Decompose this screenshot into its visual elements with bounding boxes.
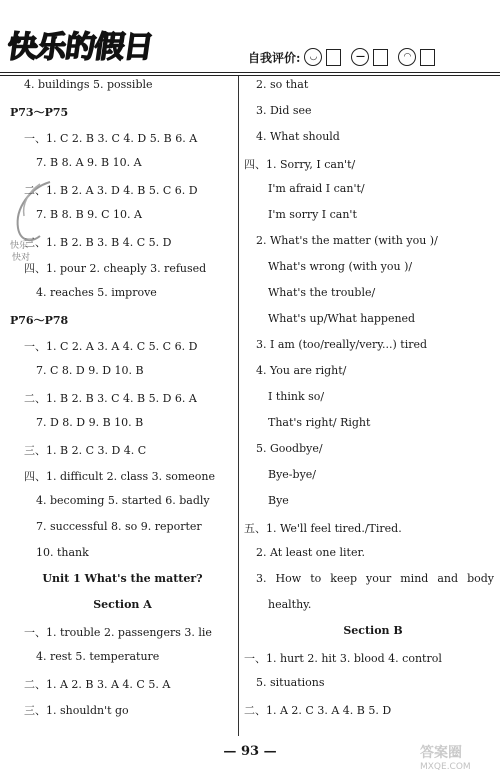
answer-line: 2. so that [256,78,309,91]
answer-line: That's right/ Right [268,416,371,429]
answer-line: 三、1. shouldn't go [24,704,129,717]
answer-line: 7. B 8. B 9. C 10. A [36,208,142,221]
answer-line: 一、1. hurt 2. hit 3. blood 4. control [244,652,442,665]
page-number: — 93 — [223,744,277,759]
answer-line: 4. rest 5. temperature [36,650,160,663]
happy-face-icon: ◡ [304,48,322,66]
page-range-heading: P76～P78 [10,314,69,327]
answer-line: 四、1. difficult 2. class 3. someone [24,470,215,483]
answer-line: What's the trouble/ [268,286,376,299]
stamp-text-2: 快对 [12,253,31,263]
sad-face-icon: ◠ [398,48,416,66]
answer-line: 五、1. We'll feel tired./Tired. [244,522,402,535]
answer-line: What's wrong (with you )/ [268,260,413,273]
watermark-logo [420,742,494,772]
answer-line: Bye [268,494,289,507]
answer-line: I'm afraid I can't/ [268,182,365,195]
answer-line: 4. What should [256,130,340,143]
answer-line: 2. What's the matter (with you )/ [256,234,438,247]
answer-line: 二、1. A 2. B 3. A 4. C 5. A [24,678,171,691]
answer-line: 7. successful 8. so 9. reporter [36,520,202,533]
answer-line: I think so/ [268,390,325,403]
header-rule [0,72,500,73]
answer-line: 二、1. B 2. A 3. D 4. B 5. C 6. D [24,184,198,197]
answer-line: 四、1. pour 2. cheaply 3. refused [24,262,207,275]
answer-line: 3. I am (too/really/very...) tired [256,338,428,351]
answer-line: 4. You are right/ [256,364,347,377]
answer-line: 4. becoming 5. started 6. badly [36,494,210,507]
answer-line: 三、1. B 2. C 3. D 4. C [24,444,147,457]
watermark-text: 答案圈 [420,745,462,761]
book-logo: 快乐的假日 [5,30,155,65]
answer-line: 4. reaches 5. improve [36,286,157,299]
answer-line: 二、1. B 2. B 3. C 4. B 5. D 6. A [24,392,197,405]
answer-line: 4. buildings 5. possible [24,78,153,91]
answer-line: 7. C 8. D 9. D 10. B [36,364,144,377]
checkbox-happy[interactable] [326,49,341,66]
section-heading: Section A [93,598,152,611]
checkbox-sad[interactable] [420,49,435,66]
answer-line: 7. B 8. A 9. B 10. A [36,156,142,169]
checkbox-neutral[interactable] [373,49,388,66]
watermark-url: MXQE.COM [420,762,471,772]
header-rule-thin [0,75,500,76]
answer-line: 5. Goodbye/ [256,442,323,455]
answer-line: 二、1. A 2. C 3. A 4. B 5. D [244,704,392,717]
answer-line: 5. situations [256,676,325,689]
answer-line: Bye-bye/ [268,468,316,481]
unit-heading: Unit 1 What's the matter? [42,572,203,585]
answer-line: 四、1. Sorry, I can't/ [244,158,356,171]
answer-line: 10. thank [36,546,89,559]
page-range-heading: P73～P75 [10,106,69,119]
stamp-text-1: 快乐 [10,241,29,251]
neutral-face-icon: — [351,48,369,66]
answer-line: 三、1. B 2. B 3. B 4. C 5. D [24,236,172,249]
section-heading: Section B [343,624,403,637]
self-evaluation-label: 自我评价: [248,50,301,65]
answer-line: 一、1. C 2. B 3. C 4. D 5. B 6. A [24,132,198,145]
answer-line: I'm sorry I can't [268,208,357,221]
answer-line: 一、1. C 2. A 3. A 4. C 5. C 6. D [24,340,198,353]
answer-line: 3. How to keep your mind and body [256,572,494,585]
answer-line: 3. Did see [256,104,312,117]
answer-line: 2. At least one liter. [256,546,366,559]
answer-line: What's up/What happened [268,312,416,325]
answer-line: healthy. [268,598,312,611]
column-divider [238,76,239,736]
answer-line: 一、1. trouble 2. passengers 3. lie [24,626,212,639]
self-evaluation [248,48,441,66]
answer-line: 7. D 8. D 9. B 10. B [36,416,144,429]
page-header [0,0,500,78]
